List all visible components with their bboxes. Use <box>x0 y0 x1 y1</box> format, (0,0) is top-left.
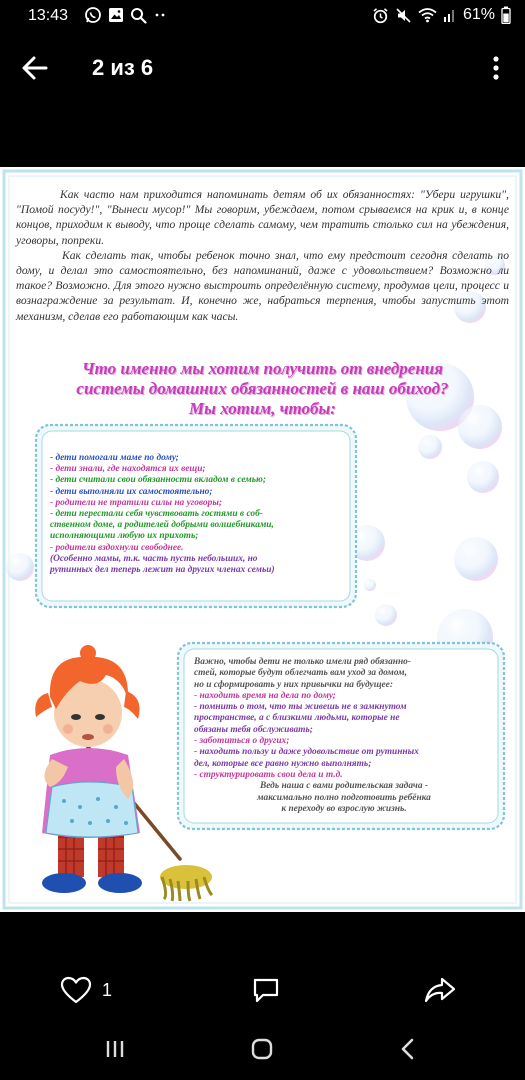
note-line: максимально полно подготовить ребёнка <box>257 792 431 803</box>
more-dots-icon <box>153 8 167 22</box>
back-arrow-icon[interactable] <box>20 54 50 82</box>
battery-percent: 61% <box>462 6 495 23</box>
note-line: Ведь наша с вами родительская задача - <box>260 781 428 792</box>
heading-line-3: Мы хотим, чтобы: <box>189 399 336 418</box>
wifi-icon <box>418 7 437 23</box>
wishes-list-box <box>44 445 346 597</box>
overflow-menu-icon[interactable] <box>491 54 501 82</box>
wish-item: - дети знали, где находятся их вещи; <box>50 464 206 475</box>
note-line: - находить пользу и даже удовольствие от рутинных <box>194 747 419 758</box>
home-icon[interactable] <box>250 1037 274 1061</box>
share-icon[interactable] <box>424 976 456 1004</box>
wish-item: (Особенно мамы, т.к. часть пусть небольших, но <box>50 553 258 564</box>
heading-line-1: Что именно мы хотим получить от внедрения <box>81 359 444 378</box>
comment-icon[interactable] <box>252 976 280 1004</box>
gallery-icon <box>108 7 124 23</box>
battery-icon <box>501 6 511 24</box>
signal-icon <box>443 7 457 23</box>
intro-text <box>16 187 509 324</box>
status-bar <box>0 0 525 34</box>
note-line: - структурировать свои дела и т.д. <box>194 769 343 780</box>
wish-item: ственном доме, а родителей добрыми волшебниками, <box>50 520 274 531</box>
whatsapp-icon <box>84 6 102 24</box>
poster-image[interactable] <box>0 167 525 912</box>
note-line: к переходу во взрослую жизнь. <box>281 803 407 814</box>
wish-item: - дети перестали себя чувствовать гостями в соб- <box>50 509 263 520</box>
wish-item: рутинных дел теперь лежит на других членах семьи) <box>50 565 275 576</box>
status-notification-icons <box>84 6 167 24</box>
heading-line-2: системы домашних обязанностей в наш обиход? <box>76 379 449 398</box>
intro-paragraph-1: Как часто нам приходится напоминать детям об их обязанностях: "Убери игрушки", "Помой посуду!", "Вынеси мусор!" Мы говорим, убеждаем, потом срываемся на крик и, в конце концов, приходим к выводу, что проще сделать самому, чем тратить столько сил на убеждения, уговоры, попреки. <box>16 188 509 247</box>
back-nav-icon[interactable] <box>398 1037 418 1061</box>
habits-note-box <box>186 651 496 821</box>
wish-item: - дети выполняли их самостоятельно; <box>50 486 213 497</box>
note-line: - находить время на дела по дому; <box>194 690 336 701</box>
note-line: но и сформировать у них привычки на будущее: <box>194 679 393 690</box>
section-heading <box>20 359 505 419</box>
wish-item: - дети помогали маме по дому; <box>50 453 179 463</box>
note-line: Важно, чтобы дети не только имели ряд обязанно- <box>194 657 411 667</box>
mop-head <box>160 865 212 901</box>
note-line: обязаны тебя обслуживать; <box>194 724 313 735</box>
viewer-top-bar <box>0 40 525 96</box>
post-actions-bar <box>0 964 525 1016</box>
search-icon <box>130 7 147 24</box>
recent-apps-icon[interactable] <box>104 1038 126 1060</box>
mute-icon <box>395 7 412 24</box>
system-nav-bar <box>0 1024 525 1080</box>
alarm-icon <box>372 7 389 24</box>
note-line: - заботиться о других; <box>194 736 290 747</box>
like-count: 1 <box>102 980 113 1000</box>
wish-item: - родители не тратили силы на уговоры; <box>50 497 222 508</box>
intro-paragraph-2: Как сделать так, чтобы ребенок точно знал, что ему предстоит сегодня сделать по дому, и делал это самостоятельно, без напоминаний, даже с удовольствием? Возможно ли такое? Возможно. Для этого нужно выстроить определённую систему, продумав цели, процесс и вознаграждение за результат. И, конечно же, набраться терпения, чтобы запустить этот механизм, сделав его работающим как часы. <box>16 248 509 323</box>
status-time: 13:43 <box>28 7 69 24</box>
image-counter: 2 из 6 <box>92 55 154 80</box>
wish-item: - родители вздохнули свободнее. <box>50 542 184 553</box>
habits-note-text <box>194 657 494 815</box>
wish-item: - дети считали свои обязанности вкладом в семью; <box>50 475 266 486</box>
wish-item: исполняющими любую их прихоть; <box>50 531 199 542</box>
heart-icon[interactable] <box>60 976 92 1004</box>
wishes-list <box>50 453 344 576</box>
note-line: - помнить о том, что ты живешь не в замкнутом <box>194 702 407 713</box>
note-line: дел, которые все равно нужно выполнять; <box>194 758 372 769</box>
note-line: стей, которые будут облегчать вам уход за домом, <box>194 668 407 679</box>
note-line: пространстве, а с близкими людьми, которые не <box>194 713 400 724</box>
status-system-icons <box>372 6 511 24</box>
